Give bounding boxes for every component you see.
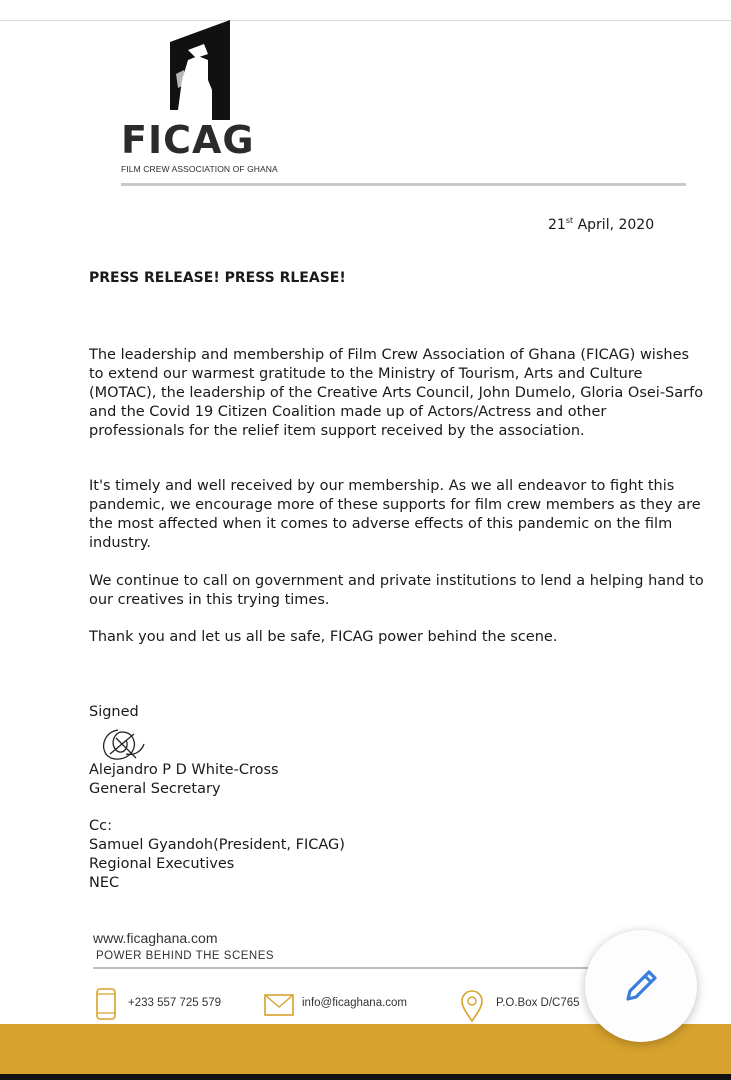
cc-block (89, 817, 345, 893)
cc-label: Cc: (89, 818, 112, 834)
date-suffix: st (565, 216, 574, 225)
date-day: 21 (548, 217, 566, 233)
signatory-name: Alejandro P D White-Cross (89, 762, 279, 778)
body-paragraph-1: The leadership and membership of Film Crew Association of Ghana (FICAG) wishes to extend our warmest gratitude to the Ministry of Tourism, Arts and Culture (MOTAC), the leadership of the Creative Arts Council, John Dumelo, Gloria Osei-Sarfo and the Covid 19 Citizen Coalition made up of Actors/Actress and other professionals for the relief item support received by the association. (89, 347, 704, 439)
ficag-logo-icon (168, 20, 234, 120)
envelope-icon (264, 994, 294, 1016)
body-paragraph-2: It's timely and well received by our membership. As we all endeavor to fight this pandemic, we encourage more of these supports for film crew members as they are the most affected when it comes to adverse effects of this pandemic on the film industry. (89, 478, 701, 551)
cc-recipient: NEC (89, 875, 120, 891)
footer-email: info@ficaghana.com (302, 997, 408, 1009)
edit-fab-button[interactable] (585, 930, 697, 1042)
date-month-year: April, 2020 (573, 217, 655, 233)
footer-divider (93, 967, 613, 969)
footer-tagline: POWER BEHIND THE SCENES (96, 950, 275, 962)
phone-icon (95, 988, 117, 1020)
press-release-heading: PRESS RELEASE! PRESS RLEASE! (89, 270, 346, 286)
location-pin-icon (460, 990, 484, 1022)
footer-phone: +233 557 725 579 (128, 997, 222, 1009)
top-divider (0, 20, 731, 21)
bottom-edge-strip (0, 1074, 731, 1080)
signatory-block (89, 761, 279, 799)
header-divider (121, 183, 686, 186)
org-full-name: FILM CREW ASSOCIATION OF GHANA (121, 164, 278, 174)
footer-website: www.ficaghana.com (93, 930, 218, 946)
signature-mark (96, 724, 148, 764)
body-paragraph-4: Thank you and let us all be safe, FICAG power behind the scene. (89, 629, 558, 645)
letter-date (548, 216, 654, 233)
pencil-icon (620, 965, 662, 1007)
signed-label: Signed (89, 704, 139, 720)
cc-recipient: Samuel Gyandoh(President, FICAG) (89, 837, 345, 853)
signatory-title: General Secretary (89, 781, 221, 797)
org-logo-text: FICAG (121, 118, 255, 162)
body-paragraph-3: We continue to call on government and private institutions to lend a helping hand to our creatives in this trying times. (89, 573, 704, 608)
cc-recipient: Regional Executives (89, 856, 235, 872)
footer-address: P.O.Box D/C765 (496, 997, 580, 1009)
